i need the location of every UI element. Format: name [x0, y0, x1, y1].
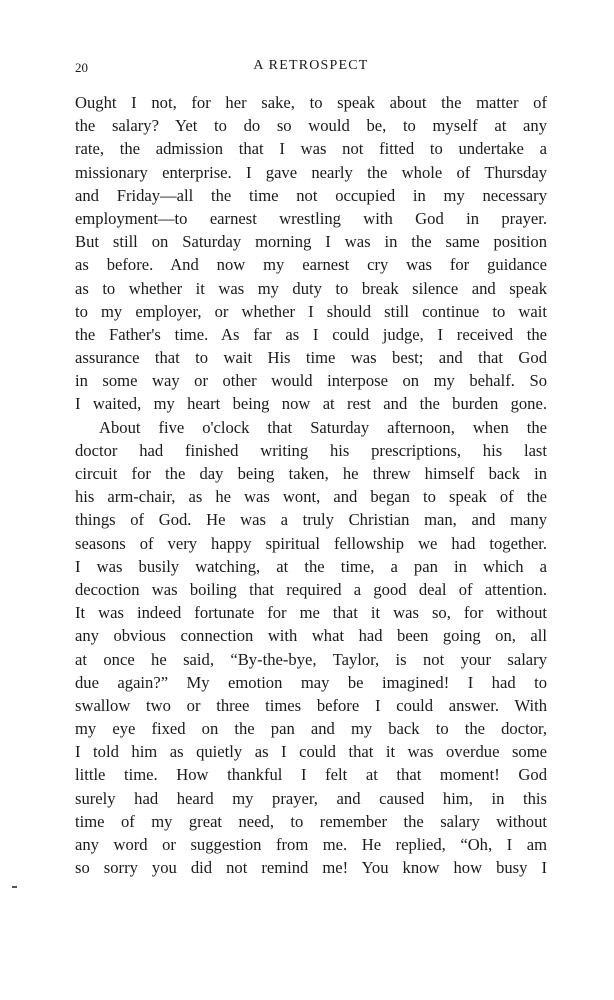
text-line: in some way or other would interpose on my behalf. So [75, 371, 547, 391]
text-line: surely had heard my prayer, and caused him, in this [75, 788, 547, 808]
text-line: any word or suggestion from me. He replied, “Oh, I am [75, 835, 547, 854]
margin-mark [12, 886, 17, 888]
text-line: time of my great need, to remember the salary without [75, 811, 547, 831]
text-line: It was indeed fortunate for me that it was so, for without [75, 603, 547, 623]
running-header [75, 58, 547, 80]
text-line: and Friday—all the time not occupied in my necessary [75, 185, 547, 205]
text-line: Ought I not, for her sake, to speak about the matter of [75, 93, 547, 112]
book-page [75, 58, 547, 879]
text-line: the salary? Yet to do so would be, to myself at any [75, 116, 547, 136]
text-line: rate, the admission that I was not fitted to undertake a [75, 139, 547, 159]
text-line: circuit for the day being taken, he threw himself back in [75, 464, 547, 483]
body-text [75, 91, 547, 879]
text-line: as before. And now my earnest cry was for guidance [75, 255, 547, 275]
text-line: assurance that to wait His time was best; and that God [75, 348, 547, 368]
text-line: missionary enterprise. I gave nearly the whole of Thursday [75, 162, 547, 182]
text-line: I was busily watching, at the time, a pan in which a [75, 556, 547, 576]
text-line: his arm-chair, as he was wont, and began to speak of the [75, 487, 547, 507]
text-line: at once he said, “By-the-bye, Taylor, is not your salary [75, 649, 547, 669]
text-line: so sorry you did not remind me! You know how busy I [75, 858, 547, 878]
text-line: little time. How thankful I felt at that moment! God [75, 765, 547, 785]
text-line: decoction was boiling that required a good deal of attention. [75, 579, 547, 599]
text-line: things of God. He was a truly Christian man, and many [75, 510, 547, 530]
text-line: I told him as quietly as I could that it was overdue some [75, 742, 547, 762]
text-line: I waited, my heart being now at rest and the burden gone. [75, 394, 547, 414]
text-line: due again?” My emotion may be imagined! I had to [75, 672, 547, 692]
running-title: A RETROSPECT [253, 58, 369, 73]
page-number: 20 [75, 60, 88, 75]
text-line: my eye fixed on the pan and my back to the doctor, [75, 719, 547, 739]
text-line: any obvious connection with what had been going on, all [75, 626, 547, 646]
text-line: doctor had finished writing his prescriptions, his last [75, 440, 547, 460]
text-line: seasons of very happy spiritual fellowship we had together. [75, 533, 547, 553]
text-line: But still on Saturday morning I was in the same position [75, 232, 547, 252]
text-line: swallow two or three times before I could answer. With [75, 695, 547, 715]
text-line: the Father's time. As far as I could judge, I received the [75, 324, 547, 344]
text-line: to my employer, or whether I should still continue to wait [75, 301, 547, 321]
text-line: employment—to earnest wrestling with God in prayer. [75, 208, 547, 228]
text-line: About five o'clock that Saturday afternoon, when the [99, 417, 547, 437]
text-line: as to whether it was my duty to break silence and speak [75, 278, 547, 298]
